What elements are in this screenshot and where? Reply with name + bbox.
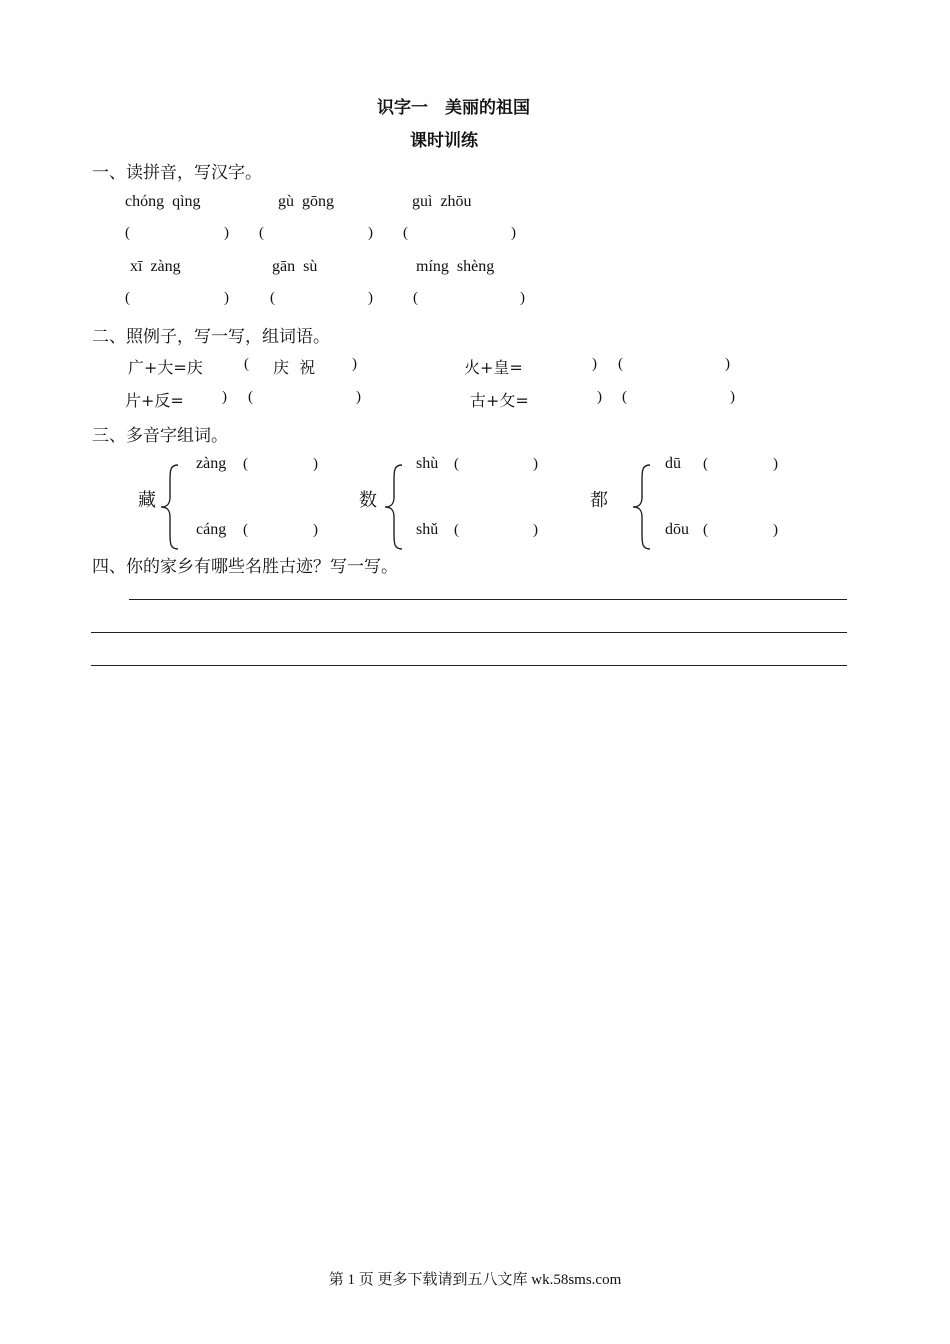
answer-paren-open: ( xyxy=(454,456,459,472)
answer-paren-open: ( xyxy=(259,225,264,241)
reading-pinyin: shù xyxy=(416,455,439,472)
writing-line xyxy=(129,599,847,600)
answer-paren-close: ) xyxy=(592,356,597,372)
answer-paren-open: ( xyxy=(270,290,275,306)
answer-paren-close: ) xyxy=(368,225,373,241)
answer-paren-open: ( xyxy=(622,389,627,405)
writing-line xyxy=(91,665,847,666)
answer-paren-open: ( xyxy=(248,389,253,405)
answer-paren-open: ( xyxy=(243,456,248,472)
example-equation: 广+大=庆 xyxy=(128,358,203,377)
answer-paren-close: ) xyxy=(352,356,357,372)
section-2-heading: 二、照例子，写一写，组词语。 xyxy=(92,327,330,347)
reading-pinyin: dōu xyxy=(665,521,689,538)
page-subtitle: 课时训练 xyxy=(410,131,478,151)
answer-paren-open: ( xyxy=(244,356,249,372)
section-3-heading: 三、多音字组词。 xyxy=(92,426,228,446)
pinyin-item: gān sù xyxy=(272,258,318,275)
answer-paren-close: ) xyxy=(730,389,735,405)
answer-paren-close: ) xyxy=(224,225,229,241)
equation: 古+攵= xyxy=(470,391,529,410)
equation: 片+反= xyxy=(125,391,184,410)
page-title: 识字一 美丽的祖国 xyxy=(377,98,530,118)
answer-paren-close: ) xyxy=(533,456,538,472)
answer-paren-close: ) xyxy=(368,290,373,306)
answer-paren-close: ) xyxy=(511,225,516,241)
answer-paren-close: ) xyxy=(773,456,778,472)
pinyin-item: gù gōng xyxy=(278,193,334,210)
pinyin-item: míng shèng xyxy=(416,258,495,275)
pinyin-item: xī zàng xyxy=(130,258,181,275)
answer-paren-open: ( xyxy=(454,522,459,538)
polyphone-char: 都 xyxy=(590,490,608,511)
brace-icon xyxy=(382,463,406,551)
answer-paren-close: ) xyxy=(533,522,538,538)
pinyin-item: guì zhōu xyxy=(412,193,472,210)
pinyin-item: chóng qìng xyxy=(125,193,201,210)
polyphone-char: 藏 xyxy=(138,490,156,511)
answer-paren-close: ) xyxy=(313,456,318,472)
answer-paren-close: ) xyxy=(597,389,602,405)
reading-pinyin: zàng xyxy=(196,455,227,472)
reading-pinyin: shǔ xyxy=(416,521,439,538)
section-4-heading: 四、你的家乡有哪些名胜古迹？写一写。 xyxy=(92,557,398,577)
answer-paren-open: ( xyxy=(125,225,130,241)
answer-paren-open: ( xyxy=(403,225,408,241)
answer-paren-close: ) xyxy=(356,389,361,405)
answer-paren-close: ) xyxy=(773,522,778,538)
reading-pinyin: dū xyxy=(665,455,681,472)
answer-paren-close: ) xyxy=(224,290,229,306)
polyphone-char: 数 xyxy=(359,490,377,511)
answer-paren-open: ( xyxy=(703,522,708,538)
answer-paren-open: ( xyxy=(125,290,130,306)
answer-paren-open: ( xyxy=(703,456,708,472)
answer-paren-close: ) xyxy=(520,290,525,306)
section-1-heading: 一、读拼音，写汉字。 xyxy=(92,163,262,183)
answer-paren-open: ( xyxy=(413,290,418,306)
answer-paren-close: ) xyxy=(222,389,227,405)
writing-line xyxy=(91,632,847,633)
answer-paren-close: ) xyxy=(313,522,318,538)
answer-paren-open: ( xyxy=(243,522,248,538)
answer-paren-close: ) xyxy=(725,356,730,372)
page-footer: 第 1 页 更多下载请到五八文库 wk.58sms.com xyxy=(328,1272,622,1288)
brace-icon xyxy=(630,463,654,551)
brace-icon xyxy=(158,463,182,551)
example-answer: 庆 祝 xyxy=(273,358,316,377)
equation: 火+皇= xyxy=(464,358,523,377)
answer-paren-open: ( xyxy=(618,356,623,372)
reading-pinyin: cáng xyxy=(196,521,227,538)
